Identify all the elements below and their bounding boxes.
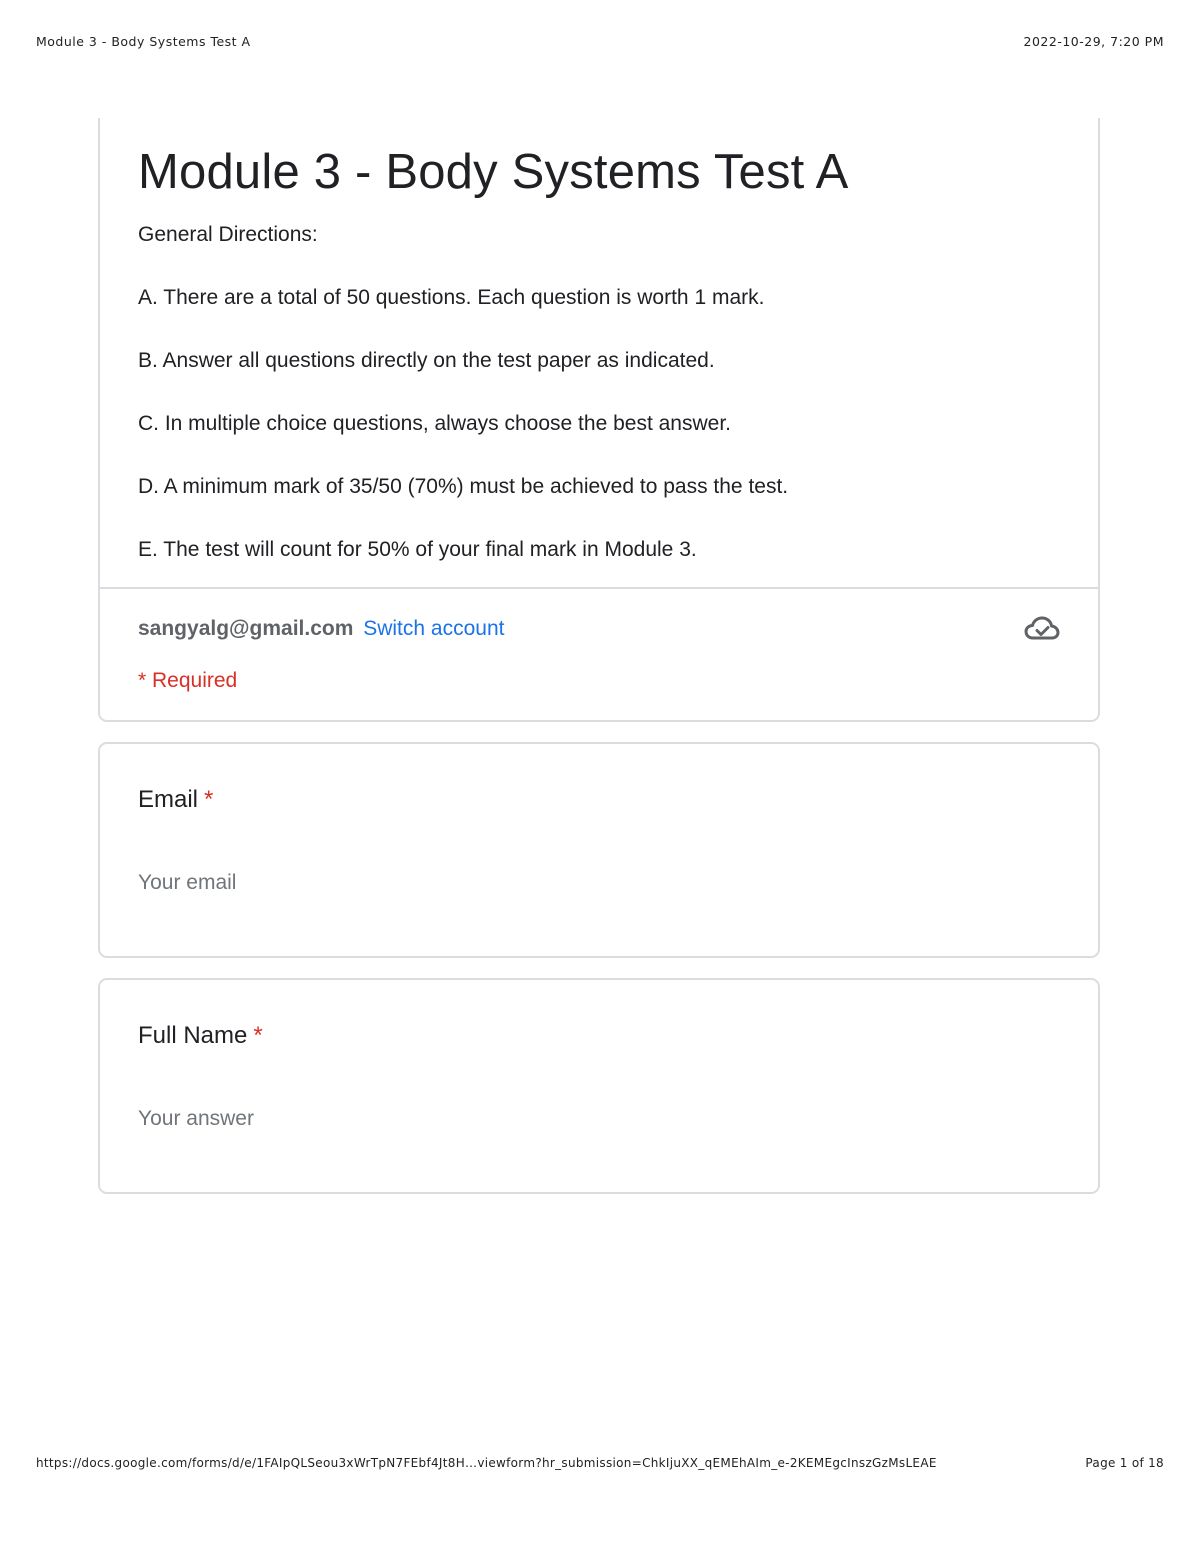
description-line: C. In multiple choice questions, always choose the best answer.: [138, 412, 731, 435]
question-label: Full Name: [138, 1022, 248, 1049]
description-line: A. There are a total of 50 questions. Each question is worth 1 mark.: [138, 286, 765, 309]
header-divider: [100, 587, 1098, 589]
description-line: General Directions:: [138, 223, 318, 246]
print-header: [36, 34, 1164, 49]
question-card-full-name: [98, 978, 1100, 1194]
account-row: [138, 614, 1060, 644]
form-title: Module 3 - Body Systems Test A: [138, 145, 849, 199]
required-asterisk: *: [253, 1022, 263, 1049]
switch-account-link[interactable]: Switch account: [363, 617, 505, 640]
print-footer: [36, 1456, 1164, 1470]
form-header-card: [98, 118, 1100, 722]
email-input[interactable]: [138, 868, 658, 898]
cloud-done-icon[interactable]: [1024, 614, 1060, 644]
description-line: D. A minimum mark of 35/50 (70%) must be achieved to pass the test.: [138, 475, 789, 498]
question-title: [138, 784, 213, 816]
print-header-title: Module 3 - Body Systems Test A: [36, 34, 251, 49]
question-card-email: [98, 742, 1100, 958]
required-note: * Required: [138, 669, 238, 692]
description-line: E. The test will count for 50% of your final mark in Module 3.: [138, 538, 697, 561]
print-header-datetime: 2022-10-29, 7:20 PM: [1023, 34, 1164, 49]
account-email: sangyalg@gmail.com: [138, 617, 354, 640]
print-footer-page: Page 1 of 18: [1085, 1456, 1164, 1470]
required-asterisk: *: [204, 786, 214, 813]
form-description: [138, 222, 1058, 600]
description-line: B. Answer all questions directly on the test paper as indicated.: [138, 349, 715, 372]
question-label: Email: [138, 786, 199, 813]
question-title: [138, 1020, 263, 1052]
full-name-input[interactable]: [138, 1104, 658, 1134]
print-footer-url: https://docs.google.com/forms/d/e/1FAIpQLSeou3xWrTpN7FEbf4Jt8H…viewform?hr_submission=ChkIjuXX_qEMEhAIm_e-2KEMEgcInszGzMsLEAE: [36, 1456, 937, 1470]
